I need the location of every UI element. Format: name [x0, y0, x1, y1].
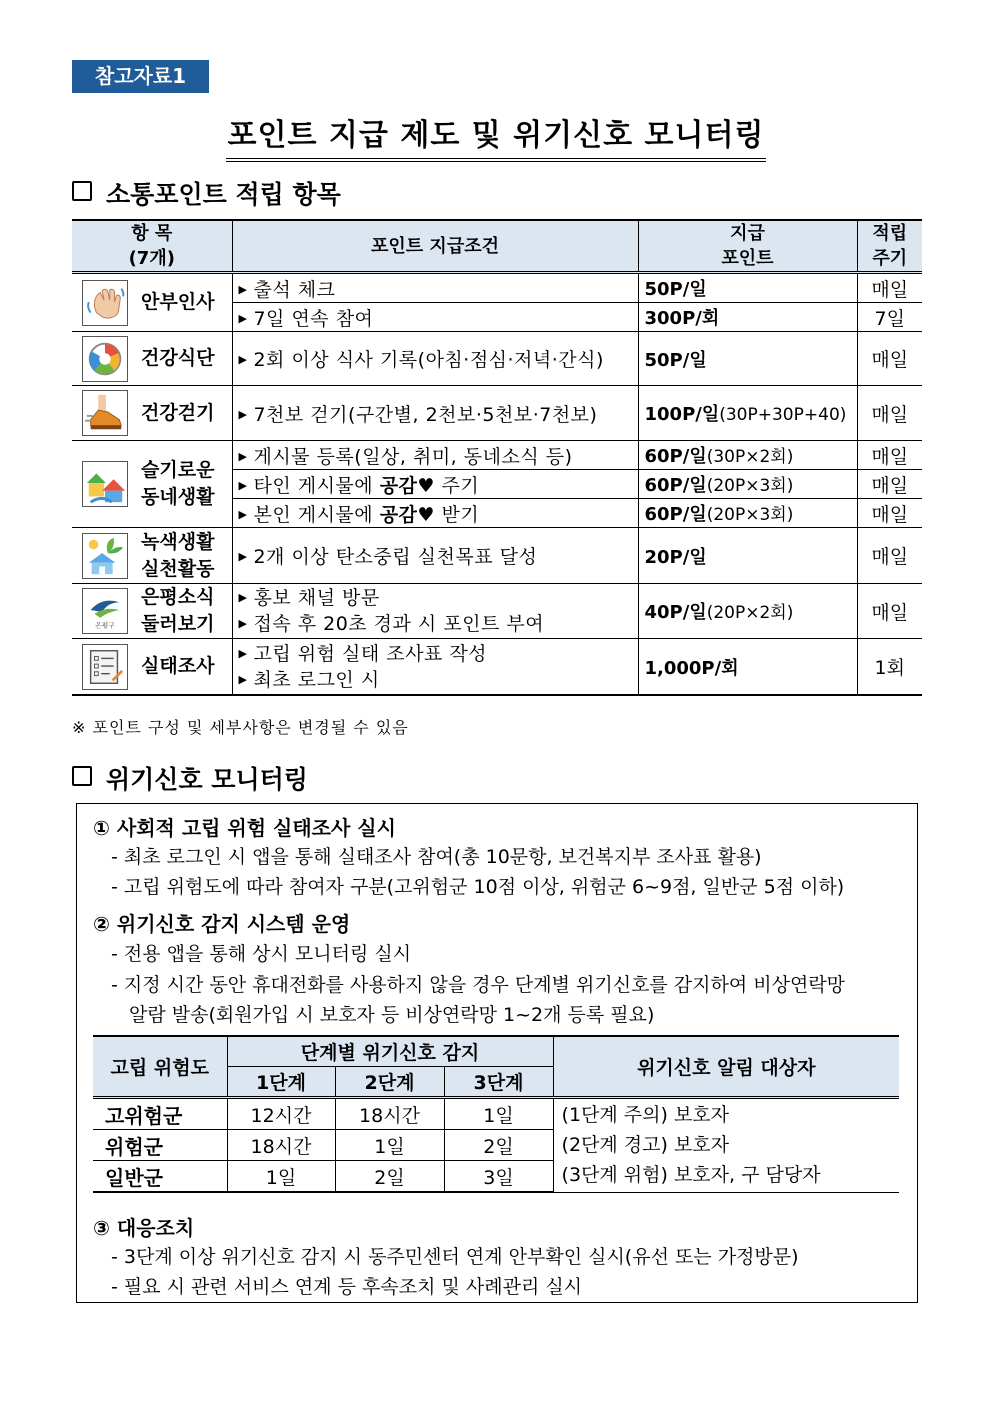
page-title-text: 포인트 지급 제도 및 위기신호 모니터링 [226, 110, 767, 162]
alert-targets: (1단계 주의) 보호자 (2단계 경고) 보호자 (3단계 위험) 보호자, 구 담당자 [553, 1098, 899, 1193]
stage-value: 1일 [444, 1098, 553, 1130]
amount-cell: 20P/일 [638, 528, 857, 584]
triangle-bullet-icon: ▶ [238, 507, 248, 521]
table-row [72, 584, 922, 639]
header-stage: 단계별 위기신호 감지 [227, 1036, 553, 1067]
table-row [72, 332, 922, 386]
village-houses-icon [82, 461, 128, 507]
risk-group: 일반군 [93, 1161, 227, 1193]
stage-value: 3일 [444, 1161, 553, 1193]
item-green-life [72, 528, 232, 584]
item-name: 슬기로운 동네생활 [141, 459, 215, 508]
section-heading-text: 위기신호 모니터링 [106, 765, 308, 794]
triangle-bullet-icon: ▶ [238, 478, 248, 492]
condition-cell: ▶ 게시물 등록(일상, 취미, 동네소식 등) [232, 441, 638, 470]
triangle-bullet-icon: ▶ [238, 449, 248, 463]
table-row [72, 273, 922, 303]
table-row [72, 441, 922, 470]
item-eunpyeong-news [72, 584, 232, 639]
header-stage-1: 1단계 [227, 1067, 335, 1098]
table-row [72, 639, 922, 696]
points-table-header [72, 220, 922, 273]
cycle-cell: 매일 [857, 441, 922, 470]
triangle-bullet-icon: ▶ [238, 407, 248, 421]
table-header-row [93, 1036, 899, 1067]
header-cycle: 적립 주기 [857, 220, 922, 273]
item-neighborhood [72, 441, 232, 528]
amount-cell: 1,000P/회 [638, 639, 857, 696]
svg-text:은평구: 은평구 [95, 621, 115, 630]
survey-checklist-icon [82, 644, 128, 690]
list-item: - 필요 시 관련 서비스 연계 등 후속조치 및 사례관리 실시 [111, 1276, 583, 1298]
triangle-bullet-icon: ▶ [238, 311, 248, 325]
amount-cell: 60P/일(30P×2회) [638, 441, 857, 470]
stage-value: 12시간 [227, 1098, 335, 1130]
triangle-bullet-icon: ▶ [238, 646, 248, 660]
cycle-cell: 매일 [857, 470, 922, 499]
list-item: - 전용 앱을 통해 상시 모니터링 실시 [111, 943, 412, 965]
monitoring-box [76, 803, 918, 1303]
monitoring-step-1-title: ① 사회적 고립 위험 실태조사 실시 [93, 816, 396, 840]
condition-cell: ▶ 출석 체크 [232, 273, 638, 303]
cycle-cell: 매일 [857, 584, 922, 639]
waving-hand-icon [82, 280, 128, 326]
amount-cell: 60P/일(20P×3회) [638, 499, 857, 528]
item-name: 은평소식 둘러보기 [141, 586, 215, 635]
amount-cell: 60P/일(20P×3회) [638, 470, 857, 499]
condition-cell: ▶ 7일 연속 참여 [232, 303, 638, 332]
points-table [72, 219, 922, 696]
item-diet [72, 332, 232, 386]
header-points: 지급 포인트 [638, 220, 857, 273]
condition-cell: ▶ 7천보 걷기(구간별, 2천보·5천보·7천보) [232, 386, 638, 441]
condition-cell: ▶ 본인 게시물에 공감♥ 받기 [232, 499, 638, 528]
list-item: - 고립 위험도에 따라 참여자 구분(고위험군 10점 이상, 위험군 6~9점, 일반군 5점 이하) [111, 876, 845, 898]
section-heading-points [72, 175, 341, 211]
item-name: 안부인사 [141, 291, 215, 313]
amount-cell: 300P/회 [638, 303, 857, 332]
item-name: 건강식단 [141, 347, 215, 369]
item-name: 실태조사 [141, 655, 215, 677]
cycle-cell: 매일 [857, 528, 922, 584]
condition-cell: ▶ 타인 게시물에 공감♥ 주기 [232, 470, 638, 499]
header-risk: 고립 위험도 [93, 1036, 227, 1098]
amount-cell: 40P/일(20P×2회) [638, 584, 857, 639]
triangle-bullet-icon: ▶ [238, 591, 248, 604]
stage-value: 2일 [335, 1161, 444, 1193]
cycle-cell: 7일 [857, 303, 922, 332]
cycle-cell: 매일 [857, 499, 922, 528]
triangle-bullet-icon: ▶ [238, 550, 248, 563]
amount-cell: 100P/일(30P+30P+40) [638, 386, 857, 441]
triangle-bullet-icon: ▶ [238, 282, 248, 296]
amount-cell: 50P/일 [638, 332, 857, 386]
condition-cell: ▶ 2회 이상 식사 기록(아침·점심·저녁·간식) [232, 332, 638, 386]
stage-value: 2일 [444, 1130, 553, 1161]
header-target: 위기신호 알림 대상자 [553, 1036, 899, 1098]
cycle-cell: 매일 [857, 332, 922, 386]
triangle-bullet-icon: ▶ [238, 353, 248, 366]
section-heading-monitoring [72, 760, 308, 796]
header-item: 항 목 (7개) [72, 220, 232, 273]
item-greeting [72, 273, 232, 332]
stage-value: 18시간 [335, 1098, 444, 1130]
table-row [72, 528, 922, 584]
item-survey [72, 639, 232, 696]
eunpyeong-logo-icon [82, 588, 128, 634]
list-item: 알람 발송(회원가입 시 보호자 등 비상연락망 1~2개 등록 필요) [129, 1004, 655, 1026]
walking-shoe-icon [82, 390, 128, 436]
list-item: - 3단계 이상 위기신호 감지 시 동주민센터 연계 안부확인 실시(유선 또는 가정방문) [111, 1246, 799, 1268]
risk-level-table [93, 1035, 899, 1193]
table-row [72, 386, 922, 441]
section-heading-text: 소통포인트 적립 항목 [106, 180, 341, 209]
risk-group: 위험군 [93, 1130, 227, 1161]
table-row [93, 1098, 899, 1130]
item-name: 녹색생활 실천활동 [141, 530, 215, 580]
meal-plate-icon [82, 336, 128, 382]
footnote: ※ 포인트 구성 및 세부사항은 변경될 수 있음 [72, 718, 409, 737]
amount-cell: 50P/일 [638, 273, 857, 303]
cycle-cell: 매일 [857, 386, 922, 441]
stage-value: 18시간 [227, 1130, 335, 1161]
item-name: 건강걷기 [141, 401, 215, 424]
triangle-bullet-icon: ▶ [238, 617, 248, 630]
monitoring-step-2-title: ② 위기신호 감지 시스템 운영 [93, 912, 351, 936]
header-stage-2: 2단계 [335, 1067, 444, 1098]
stage-value: 1일 [335, 1130, 444, 1161]
triangle-bullet-icon: ▶ [238, 672, 248, 686]
monitoring-step-3-title: ③ 대응조치 [93, 1216, 195, 1240]
square-bullet-icon [72, 766, 92, 786]
cycle-cell: 1회 [857, 639, 922, 696]
page-title [0, 110, 992, 162]
condition-cell: ▶ 홍보 채널 방문 ▶ 접속 후 20초 경과 시 포인트 부여 [232, 584, 638, 639]
cycle-cell: 매일 [857, 273, 922, 303]
header-condition: 포인트 지급조건 [232, 220, 638, 273]
risk-group: 고위험군 [93, 1098, 227, 1130]
header-stage-3: 3단계 [444, 1067, 553, 1098]
square-bullet-icon [72, 181, 92, 201]
green-house-icon [82, 533, 128, 579]
item-walking [72, 386, 232, 441]
condition-cell: ▶ 고립 위험 실태 조사표 작성 ▶ 최초 로그인 시 [232, 639, 638, 696]
condition-cell: ▶ 2개 이상 탄소중립 실천목표 달성 [232, 528, 638, 584]
list-item: - 지정 시간 동안 휴대전화를 사용하지 않을 경우 단계별 위기신호를 감지하여 비상연락망 [111, 974, 846, 996]
list-item: - 최초 로그인 시 앱을 통해 실태조사 참여(총 10문항, 보건복지부 조사표 활용) [111, 846, 762, 868]
stage-value: 1일 [227, 1161, 335, 1193]
reference-label: 참고자료1 [72, 60, 209, 93]
